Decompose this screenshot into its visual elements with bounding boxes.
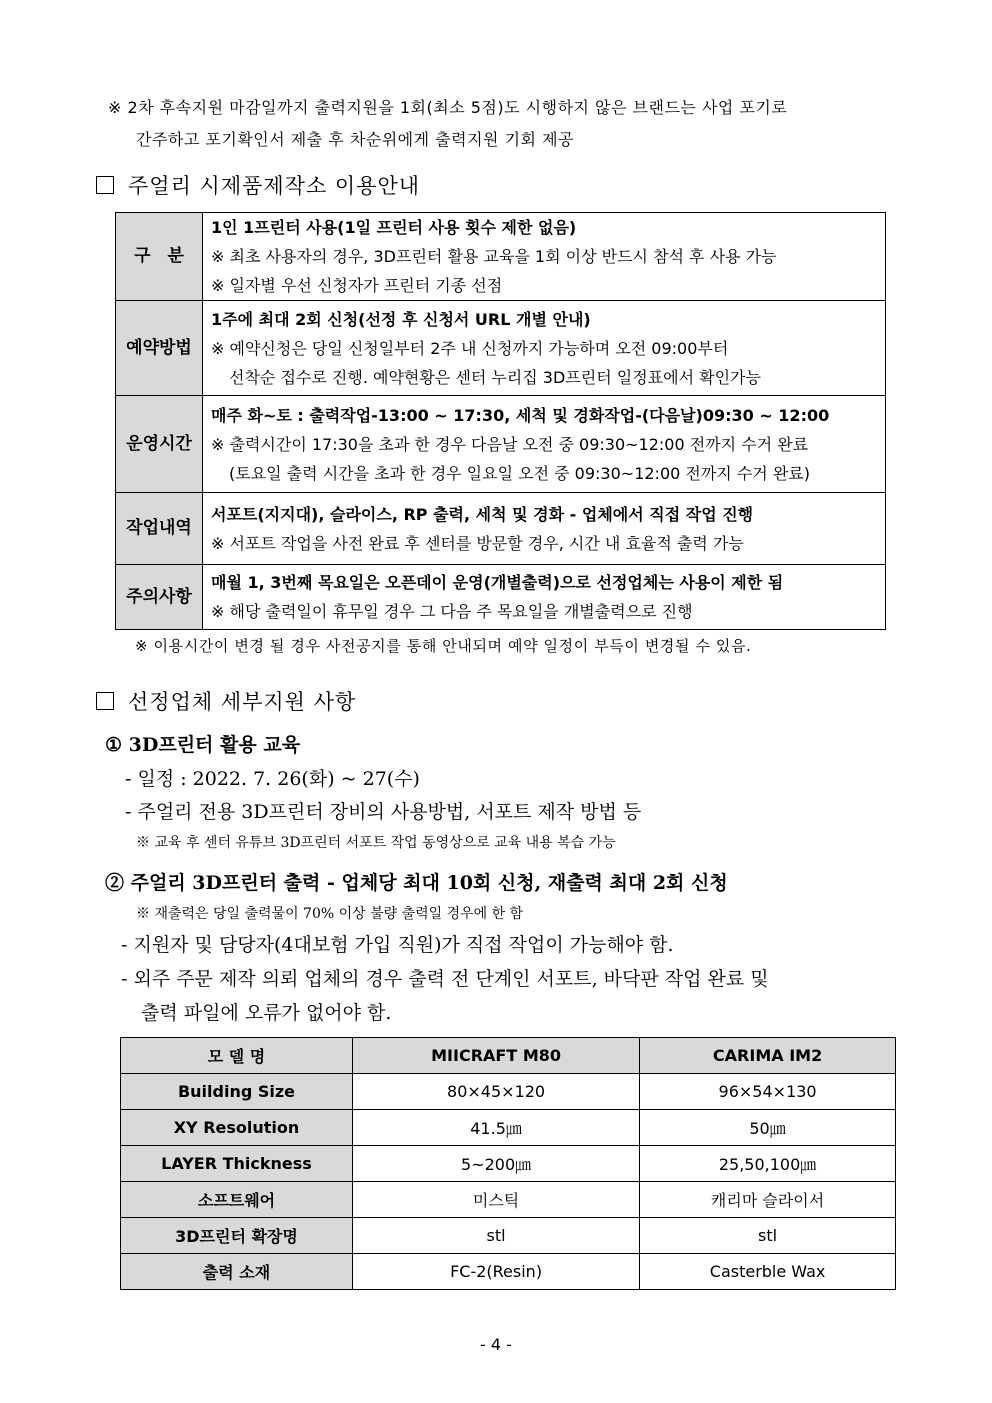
column-header: MIICRAFT M80 — [353, 1038, 640, 1074]
row-line: ※ 일자별 우선 신청자가 프린터 기종 선점 — [211, 276, 503, 295]
table-row — [116, 213, 886, 301]
table-row — [121, 1182, 896, 1218]
row-line: 매월 1, 3번째 목요일은 오픈데이 운영(개별출력)으로 선정업체는 사용이 제한 됨 — [211, 573, 784, 592]
row-line: ※ 최초 사용자의 경우, 3D프린터 활용 교육을 1회 이상 반드시 참석 후 사용 가능 — [211, 247, 777, 266]
table-row — [121, 1110, 896, 1146]
row-header: 주의사항 — [116, 565, 203, 630]
checkbox-square-icon — [96, 692, 114, 710]
usage-table — [115, 212, 886, 630]
row-label: 소프트웨어 — [121, 1182, 353, 1218]
row-content — [203, 396, 886, 493]
table-row — [116, 396, 886, 493]
section2-heading — [96, 686, 356, 716]
row-header: 작업내역 — [116, 493, 203, 565]
table-cell: 캐리마 슬라이서 — [640, 1182, 896, 1218]
row-label: 출력 소재 — [121, 1254, 353, 1290]
row-header: 예약방법 — [116, 301, 203, 396]
table-row — [121, 1254, 896, 1290]
row-line: 1주에 최대 2회 신청(선정 후 신청서 URL 개별 안내) — [211, 309, 591, 329]
table-cell: 41.5㎛ — [353, 1110, 640, 1146]
table-header-row — [121, 1038, 896, 1074]
table-cell: stl — [353, 1218, 640, 1254]
item1-bullet1: - 일정 : 2022. 7. 26(화) ~ 27(수) — [125, 768, 420, 790]
row-line: (토요일 출력 시간을 초과 한 경우 일요일 오전 중 09:30~12:00 전까지 수거 완료) — [229, 463, 810, 483]
table-cell: 80×45×120 — [353, 1074, 640, 1110]
row-line: 서포트(지지대), 슬라이스, RP 출력, 세척 및 경화 - 업체에서 직접 작업 진행 — [211, 504, 754, 524]
table-row — [121, 1146, 896, 1182]
item2-note: ※ 재출력은 당일 출력물이 70% 이상 불량 출력일 경우에 한 함 — [136, 906, 524, 922]
row-label: LAYER Thickness — [121, 1146, 353, 1182]
row-content — [203, 301, 886, 396]
section1-heading — [96, 170, 420, 200]
page-number: - 4 - — [480, 1335, 512, 1354]
table-cell: 96×54×130 — [640, 1074, 896, 1110]
row-line: 선착순 접수로 진행. 예약현황은 센터 누리집 3D프린터 일정표에서 확인가능 — [229, 367, 761, 387]
row-line: ※ 예약신청은 당일 신청일부터 2주 내 신청까지 가능하며 오전 09:00부터 — [211, 338, 729, 358]
row-label: XY Resolution — [121, 1110, 353, 1146]
row-label: 3D프린터 확장명 — [121, 1218, 353, 1254]
table-row — [116, 565, 886, 630]
row-content — [203, 565, 886, 630]
item2-bullet2: - 외주 주문 제작 의뢰 업체의 경우 출력 전 단계인 서포트, 바닥판 작업 완료 및 — [121, 968, 769, 990]
schedule-change-note: ※ 이용시간이 변경 될 경우 사전공지를 통해 안내되며 예약 일정이 부득이 변경될 수 있음. — [135, 637, 752, 655]
table-cell: 5~200㎛ — [353, 1146, 640, 1182]
row-line: 1인 1프린터 사용(1일 프린터 사용 횟수 제한 없음) — [211, 218, 577, 237]
row-label: Building Size — [121, 1074, 353, 1110]
item2-bullet2-cont: 출력 파일에 오류가 없어야 함. — [141, 1002, 392, 1024]
row-content — [203, 213, 886, 301]
item2-title: ② 주얼리 3D프린터 출력 - 업체당 최대 10회 신청, 재출력 최대 2회 신청 — [105, 872, 728, 894]
item1-bullet2: - 주얼리 전용 3D프린터 장비의 사용방법, 서포트 제작 방법 등 — [125, 801, 642, 823]
table-row — [121, 1074, 896, 1110]
checkbox-square-icon — [96, 176, 114, 194]
item1-title: ① 3D프린터 활용 교육 — [105, 734, 301, 756]
column-header: 모 델 명 — [121, 1038, 353, 1074]
table-row — [116, 301, 886, 396]
table-cell: FC-2(Resin) — [353, 1254, 640, 1290]
table-cell: 25,50,100㎛ — [640, 1146, 896, 1182]
row-header: 구 분 — [116, 213, 203, 301]
table-cell: 미스틱 — [353, 1182, 640, 1218]
table-row — [116, 493, 886, 565]
row-content — [203, 493, 886, 565]
item2-bullet1: - 지원자 및 담당자(4대보험 가입 직원)가 직접 작업이 가능해야 함. — [121, 934, 674, 956]
row-line: ※ 서포트 작업을 사전 완료 후 센터를 방문할 경우, 시간 내 효율적 출력 가능 — [211, 533, 744, 553]
row-line: 매주 화~토 : 출력작업-13:00 ~ 17:30, 세척 및 경화작업-(다음날)09:30 ~ 12:00 — [211, 405, 830, 425]
top-note — [108, 92, 908, 156]
item1-note: ※ 교육 후 센터 유튜브 3D프린터 서포트 작업 동영상으로 교육 내용 복습 가능 — [136, 835, 616, 851]
table-cell: 50㎛ — [640, 1110, 896, 1146]
table-cell: Casterble Wax — [640, 1254, 896, 1290]
row-line: ※ 해당 출력일이 휴무일 경우 그 다음 주 목요일을 개별출력으로 진행 — [211, 602, 693, 621]
top-note-line1: ※ 2차 후속지원 마감일까지 출력지원을 1회(최소 5점)도 시행하지 않은 브랜드는 사업 포기로 — [108, 98, 788, 117]
table-row — [121, 1218, 896, 1254]
top-note-line2: 간주하고 포기확인서 제출 후 차순위에게 출력지원 기회 제공 — [136, 130, 575, 149]
row-line: ※ 출력시간이 17:30을 초과 한 경우 다음날 오전 중 09:30~12:00 전까지 수거 완료 — [211, 434, 809, 454]
section1-title: 주얼리 시제품제작소 이용안내 — [128, 174, 421, 198]
column-header: CARIMA IM2 — [640, 1038, 896, 1074]
printer-spec-table — [120, 1037, 896, 1290]
section2-title: 선정업체 세부지원 사항 — [128, 690, 357, 714]
row-header: 운영시간 — [116, 396, 203, 493]
table-cell: stl — [640, 1218, 896, 1254]
